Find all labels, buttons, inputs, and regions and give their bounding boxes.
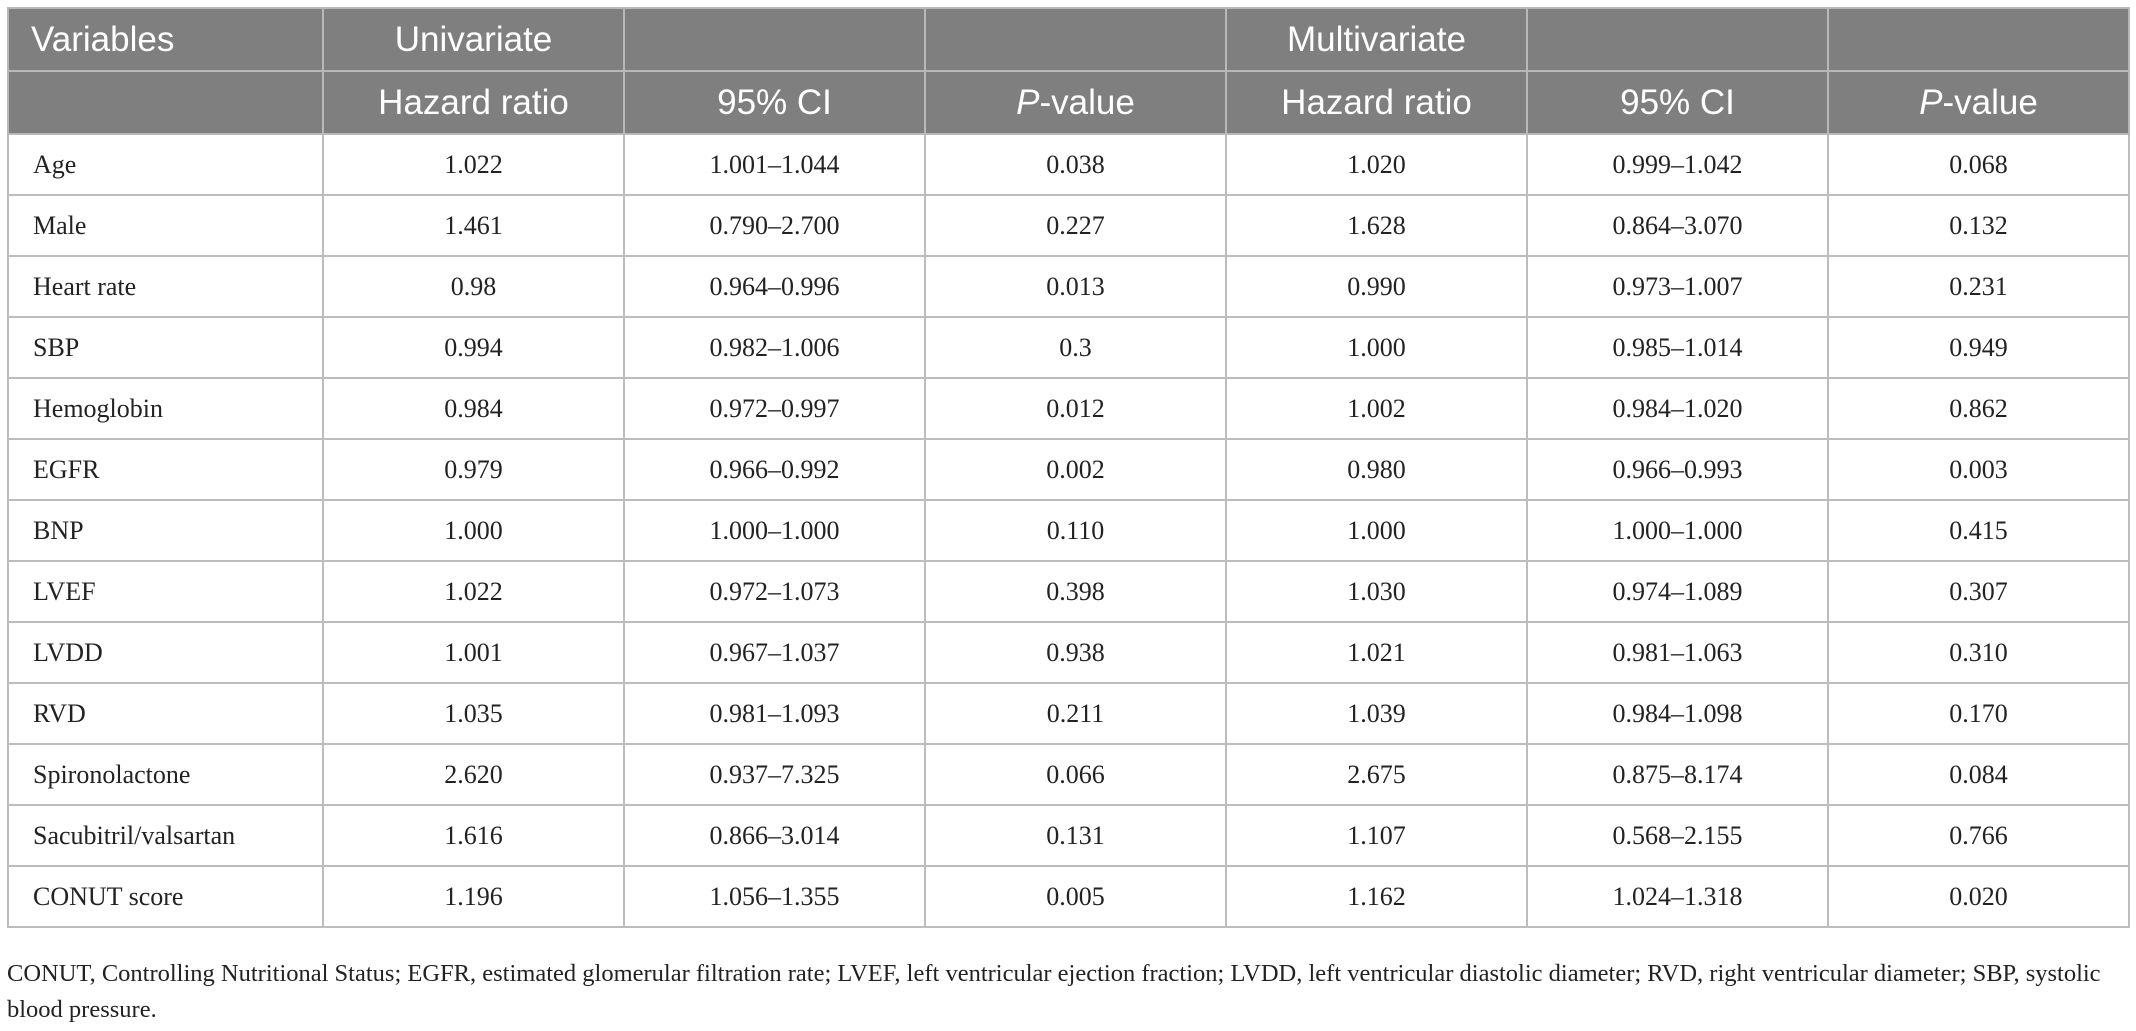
header-column-cell <box>925 71 1226 134</box>
value-cell: 1.107 <box>1226 805 1527 866</box>
value-cell: 1.461 <box>323 195 624 256</box>
table-row <box>8 805 2129 866</box>
value-cell: 0.170 <box>1828 683 2129 744</box>
value-cell: 1.022 <box>323 561 624 622</box>
value-cell: 0.994 <box>323 317 624 378</box>
value-cell: 0.066 <box>925 744 1226 805</box>
table-row <box>8 744 2129 805</box>
value-cell: 0.981–1.063 <box>1527 622 1828 683</box>
header-row-columns <box>8 71 2129 134</box>
variable-name-cell: Age <box>8 134 323 195</box>
header-group-cell <box>1828 8 2129 71</box>
header-group-cell: Multivariate <box>1226 8 1527 71</box>
value-cell: 0.131 <box>925 805 1226 866</box>
value-cell: 2.620 <box>323 744 624 805</box>
value-cell: 0.310 <box>1828 622 2129 683</box>
header-column-cell <box>1226 71 1527 134</box>
value-cell: 0.013 <box>925 256 1226 317</box>
value-cell: 0.862 <box>1828 378 2129 439</box>
header-column-cell <box>1527 71 1828 134</box>
value-cell: 0.964–0.996 <box>624 256 925 317</box>
table-footnote: CONUT, Controlling Nutritional Status; EGFR, estimated glomerular filtration rate; LVEF, left ventricular ejection fraction; LVDD, left ventricular diastolic diameter; RVD, right ventricular diameter; SBP, systolic blood pressure. <box>7 960 2101 1023</box>
value-cell: 0.967–1.037 <box>624 622 925 683</box>
table-row <box>8 683 2129 744</box>
header-group-cell: Univariate <box>323 8 624 71</box>
value-cell: 0.972–0.997 <box>624 378 925 439</box>
value-cell: 0.012 <box>925 378 1226 439</box>
table-container <box>7 7 2129 928</box>
value-cell: 0.211 <box>925 683 1226 744</box>
header-text: 95% CI <box>1620 82 1735 122</box>
table-row <box>8 561 2129 622</box>
header-column-cell <box>323 71 624 134</box>
value-cell: 2.675 <box>1226 744 1527 805</box>
value-cell: 0.984–1.098 <box>1527 683 1828 744</box>
value-cell: 0.985–1.014 <box>1527 317 1828 378</box>
value-cell: 1.000 <box>323 500 624 561</box>
header-text: -value <box>1942 82 2038 122</box>
table-row <box>8 866 2129 927</box>
header-group-cell <box>624 8 925 71</box>
value-cell: 0.979 <box>323 439 624 500</box>
table-row <box>8 500 2129 561</box>
table-body <box>8 134 2129 927</box>
value-cell: 0.999–1.042 <box>1527 134 1828 195</box>
value-cell: 1.000–1.000 <box>1527 500 1828 561</box>
value-cell: 0.981–1.093 <box>624 683 925 744</box>
table-row <box>8 256 2129 317</box>
value-cell: 0.003 <box>1828 439 2129 500</box>
value-cell: 0.227 <box>925 195 1226 256</box>
table-row <box>8 195 2129 256</box>
table-row <box>8 317 2129 378</box>
value-cell: 0.966–0.993 <box>1527 439 1828 500</box>
value-cell: 0.937–7.325 <box>624 744 925 805</box>
value-cell: 0.980 <box>1226 439 1527 500</box>
value-cell: 1.000 <box>1226 500 1527 561</box>
table-row <box>8 439 2129 500</box>
header-group-cell <box>1527 8 1828 71</box>
value-cell: 0.866–3.014 <box>624 805 925 866</box>
table-row <box>8 622 2129 683</box>
value-cell: 1.001 <box>323 622 624 683</box>
value-cell: 0.568–2.155 <box>1527 805 1828 866</box>
variable-name-cell: RVD <box>8 683 323 744</box>
value-cell: 0.938 <box>925 622 1226 683</box>
value-cell: 1.001–1.044 <box>624 134 925 195</box>
table-row <box>8 134 2129 195</box>
value-cell: 0.068 <box>1828 134 2129 195</box>
variable-name-cell: LVDD <box>8 622 323 683</box>
value-cell: 0.766 <box>1828 805 2129 866</box>
value-cell: 1.002 <box>1226 378 1527 439</box>
header-italic-text: P <box>1919 82 1943 122</box>
value-cell: 1.022 <box>323 134 624 195</box>
variable-name-cell: Hemoglobin <box>8 378 323 439</box>
value-cell: 0.002 <box>925 439 1226 500</box>
value-cell: 0.875–8.174 <box>1527 744 1828 805</box>
value-cell: 0.864–3.070 <box>1527 195 1828 256</box>
variable-name-cell: CONUT score <box>8 866 323 927</box>
variable-name-cell: Spironolactone <box>8 744 323 805</box>
variable-name-cell: Sacubitril/valsartan <box>8 805 323 866</box>
value-cell: 0.972–1.073 <box>624 561 925 622</box>
header-text: -value <box>1039 82 1135 122</box>
header-group-cell: Variables <box>8 8 323 71</box>
value-cell: 0.231 <box>1828 256 2129 317</box>
value-cell: 1.039 <box>1226 683 1527 744</box>
header-text: Hazard ratio <box>1281 82 1472 122</box>
value-cell: 1.020 <box>1226 134 1527 195</box>
value-cell: 1.030 <box>1226 561 1527 622</box>
variable-name-cell: BNP <box>8 500 323 561</box>
value-cell: 0.038 <box>925 134 1226 195</box>
value-cell: 0.984–1.020 <box>1527 378 1828 439</box>
value-cell: 1.056–1.355 <box>624 866 925 927</box>
value-cell: 1.024–1.318 <box>1527 866 1828 927</box>
value-cell: 0.98 <box>323 256 624 317</box>
value-cell: 0.990 <box>1226 256 1527 317</box>
value-cell: 1.021 <box>1226 622 1527 683</box>
value-cell: 0.307 <box>1828 561 2129 622</box>
value-cell: 0.3 <box>925 317 1226 378</box>
value-cell: 0.084 <box>1828 744 2129 805</box>
value-cell: 0.005 <box>925 866 1226 927</box>
value-cell: 0.020 <box>1828 866 2129 927</box>
header-column-cell <box>1828 71 2129 134</box>
value-cell: 0.132 <box>1828 195 2129 256</box>
value-cell: 1.616 <box>323 805 624 866</box>
value-cell: 1.000 <box>1226 317 1527 378</box>
value-cell: 0.984 <box>323 378 624 439</box>
value-cell: 1.628 <box>1226 195 1527 256</box>
variable-name-cell: EGFR <box>8 439 323 500</box>
variable-name-cell: SBP <box>8 317 323 378</box>
table-header <box>8 8 2129 134</box>
value-cell: 0.949 <box>1828 317 2129 378</box>
variable-name-cell: LVEF <box>8 561 323 622</box>
value-cell: 0.415 <box>1828 500 2129 561</box>
value-cell: 1.000–1.000 <box>624 500 925 561</box>
value-cell: 1.035 <box>323 683 624 744</box>
value-cell: 0.110 <box>925 500 1226 561</box>
hazard-ratio-table <box>7 7 2130 928</box>
value-cell: 0.966–0.992 <box>624 439 925 500</box>
header-italic-text: P <box>1016 82 1040 122</box>
header-column-cell <box>8 71 323 134</box>
value-cell: 0.973–1.007 <box>1527 256 1828 317</box>
value-cell: 1.162 <box>1226 866 1527 927</box>
table-row <box>8 378 2129 439</box>
header-text: 95% CI <box>717 82 832 122</box>
variable-name-cell: Male <box>8 195 323 256</box>
value-cell: 0.398 <box>925 561 1226 622</box>
variable-name-cell: Heart rate <box>8 256 323 317</box>
value-cell: 0.982–1.006 <box>624 317 925 378</box>
value-cell: 0.790–2.700 <box>624 195 925 256</box>
header-text: Hazard ratio <box>378 82 569 122</box>
header-group-cell <box>925 8 1226 71</box>
header-column-cell <box>624 71 925 134</box>
value-cell: 1.196 <box>323 866 624 927</box>
header-row-groups <box>8 8 2129 71</box>
value-cell: 0.974–1.089 <box>1527 561 1828 622</box>
